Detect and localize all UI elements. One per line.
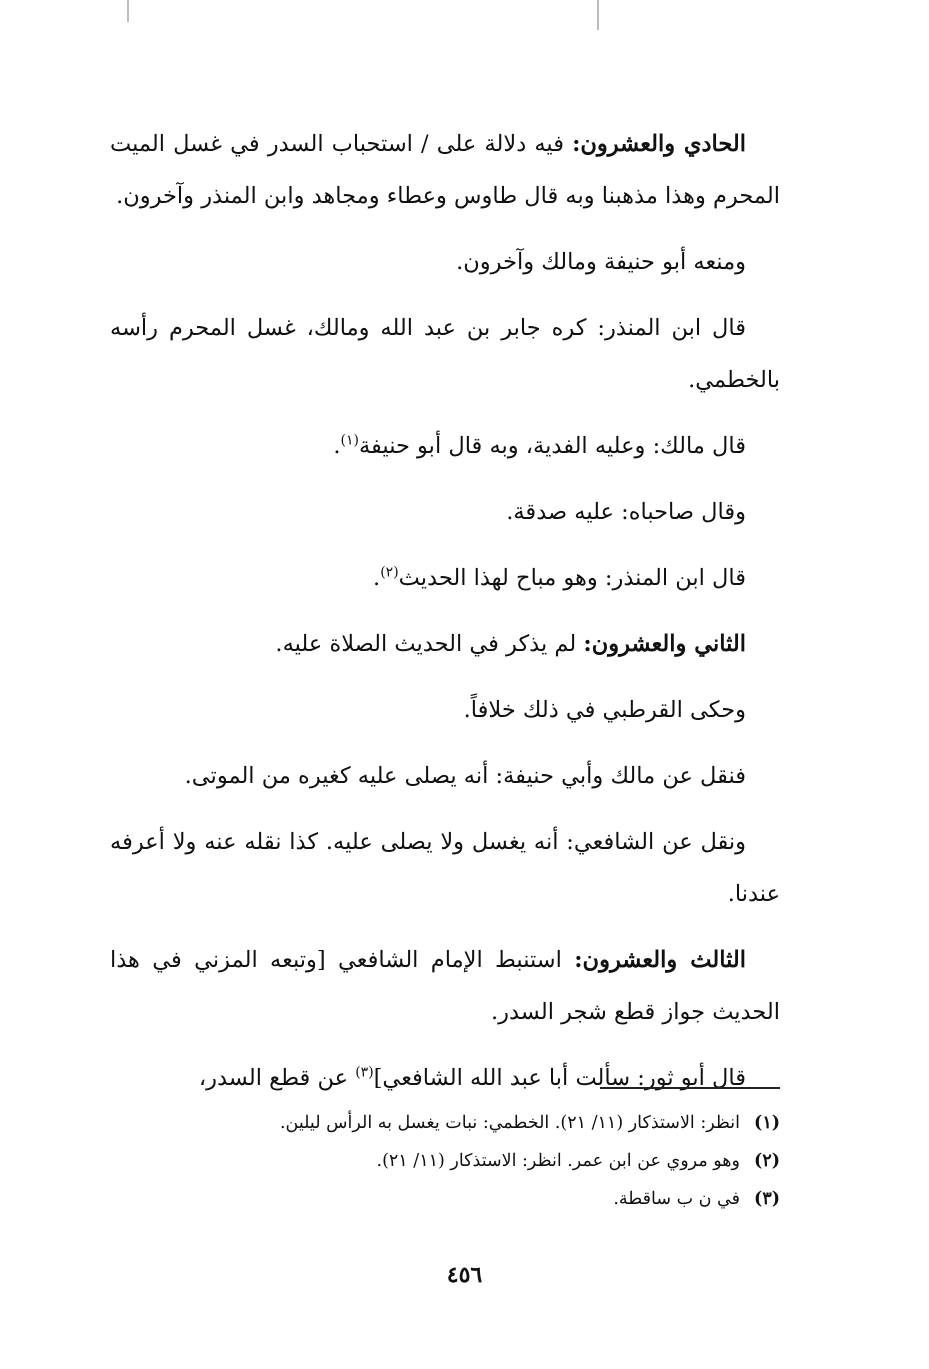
paragraph-text: استنبط الإمام الشافعي [وتبعه المزني في هذا الحديث جواز قطع شجر السدر. (110, 947, 780, 1025)
footnote (110, 1180, 780, 1218)
paragraph: وقال صاحباه: عليه صدقة. (506, 499, 746, 525)
footnote (110, 1104, 780, 1142)
paragraph (110, 420, 780, 472)
paragraph-text: لم يذكر في الحديث الصلاة عليه. (275, 631, 584, 657)
paragraph: قال ابن المنذر: كره جابر بن عبد الله ومالك، غسل المحرم رأسه بالخطمي. (110, 315, 780, 393)
paragraph-text: قال مالك: وعليه الفدية، وبه قال أبو حنيفة (358, 433, 746, 459)
footnote-text: وهو مروي عن ابن عمر. انظر: الاستذكار (١١/ ٢١). (376, 1151, 740, 1171)
paragraph-text: قال أبو ثور: سألت أبا عبد الله الشافعي] (373, 1065, 746, 1091)
paragraph: ومنعه أبو حنيفة ومالك وآخرون. (456, 249, 746, 275)
section-heading: الثاني والعشرون: (583, 631, 746, 657)
footnote-number: (٢) (754, 1151, 780, 1171)
paragraph: وحكى القرطبي في ذلك خلافاً. (463, 697, 746, 723)
paragraph (110, 934, 780, 1038)
paragraph: فنقل عن مالك وأبي حنيفة: أنه يصلى عليه كغيره من الموتى. (184, 763, 746, 789)
footnotes (110, 1104, 780, 1218)
footnote-number: (١) (754, 1113, 780, 1133)
paragraph (110, 118, 780, 222)
paragraph-text: فيه دلالة على / استحباب السدر في غسل الميت المحرم وهذا مذهبنا وبه قال طاوس وعطاء ومجاهد وابن المنذر وآخرون. (110, 131, 780, 209)
paragraph (110, 1052, 780, 1104)
paragraph-text: قال ابن المنذر: وهو مباح لهذا الحديث (398, 565, 746, 591)
punctuation: . (333, 433, 341, 459)
paragraph-text: عن قطع السدر، (198, 1065, 356, 1091)
main-text (110, 118, 780, 1118)
footnote-text: انظر: الاستذكار (١١/ ٢١). الخطمي: نبات يغسل به الرأس ليلين. (279, 1113, 740, 1133)
footnote-ref: (٣) (355, 1064, 374, 1081)
scan-artifact (127, 0, 129, 22)
punctuation: . (373, 565, 381, 591)
section-heading: الحادي والعشرون: (572, 131, 746, 157)
footnote-number: (٣) (754, 1189, 780, 1209)
paragraph (110, 552, 780, 604)
scan-artifact (597, 0, 599, 30)
section-heading: الثالث والعشرون: (574, 947, 746, 973)
page-number: ٤٥٦ (446, 1262, 483, 1288)
footnote-text: في ن ب ساقطة. (613, 1189, 740, 1209)
footnote-ref: (١) (340, 432, 359, 449)
paragraph (110, 618, 780, 670)
footnote-ref: (٢) (380, 564, 399, 581)
footnote-separator (600, 1087, 780, 1089)
paragraph: ونقل عن الشافعي: أنه يغسل ولا يصلى عليه. كذا نقله عنه ولا أعرفه عندنا. (110, 829, 780, 907)
footnote (110, 1142, 780, 1180)
